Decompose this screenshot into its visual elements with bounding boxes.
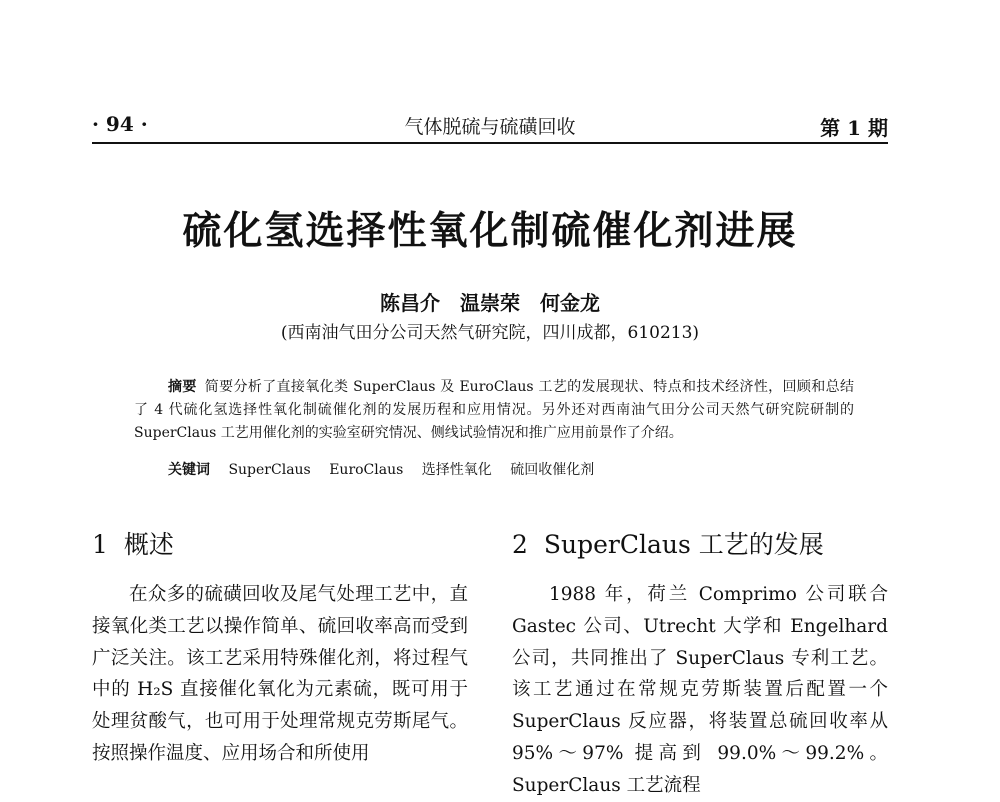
section-title: SuperClaus 工艺的发展 [543, 530, 824, 559]
keywords-label: 关键词 [168, 462, 210, 478]
section-heading [512, 528, 888, 562]
section-title: 概述 [123, 530, 174, 559]
page-number: · 94 · [92, 112, 148, 136]
section-heading [92, 528, 468, 562]
issue-number: 第 1 期 [820, 116, 888, 140]
section-superclaus-development [512, 528, 888, 802]
keyword: SuperClaus [228, 462, 311, 478]
keyword: EuroClaus [329, 462, 404, 478]
affiliation: (西南油气田分公司天然气研究院，四川成都，610213) [280, 323, 700, 343]
keyword: 硫回收催化剂 [510, 462, 595, 478]
abstract [134, 376, 854, 445]
authors: 陈昌介 温崇荣 何金龙 [380, 291, 600, 315]
article-title: 硫化氢选择性氧化制硫催化剂进展 [182, 209, 798, 254]
running-head [92, 106, 888, 144]
abstract-label: 摘要 [168, 379, 197, 395]
section-number: 1 [92, 530, 108, 559]
section-body: 1988 年，荷兰 Comprimo 公司联合 Gastec 公司、Utrecht 大学和 Engelhard 公司，共同推出了 SuperClaus 专利工艺。该工艺通过在常规克劳斯装置后配置一个 SuperClaus 反应器，将装置总硫回收率从 95%～97% 提高到 99.0%～99.2%。SuperClaus 工艺流程 [512, 584, 888, 796]
section-overview [92, 528, 468, 770]
section-body: 在众多的硫磺回收及尾气处理工艺中，直接氧化类工艺以操作简单、硫回收率高而受到广泛关注。该工艺采用特殊催化剂，将过程气中的 H₂S 直接催化氧化为元素硫，既可用于处理贫酸气，也可用于处理常规克劳斯尾气。按照操作温度、应用场合和所使用 [92, 584, 468, 764]
keyword: 选择性氧化 [421, 462, 492, 478]
abstract-text: 简要分析了直接氧化类 SuperClaus 及 EuroClaus 工艺的发展现状、特点和技术经济性，回顾和总结了 4 代硫化氢选择性氧化制硫催化剂的发展历程和应用情况。另外还对西南油气田分公司天然气研究院研制的 SuperClaus 工艺用催化剂的实验室研究情况、侧线试验情况和推广应用前景作了介绍。 [134, 379, 854, 441]
journal-name: 气体脱硫与硫磺回收 [404, 116, 576, 138]
section-number: 2 [512, 530, 528, 559]
keywords [168, 459, 858, 479]
